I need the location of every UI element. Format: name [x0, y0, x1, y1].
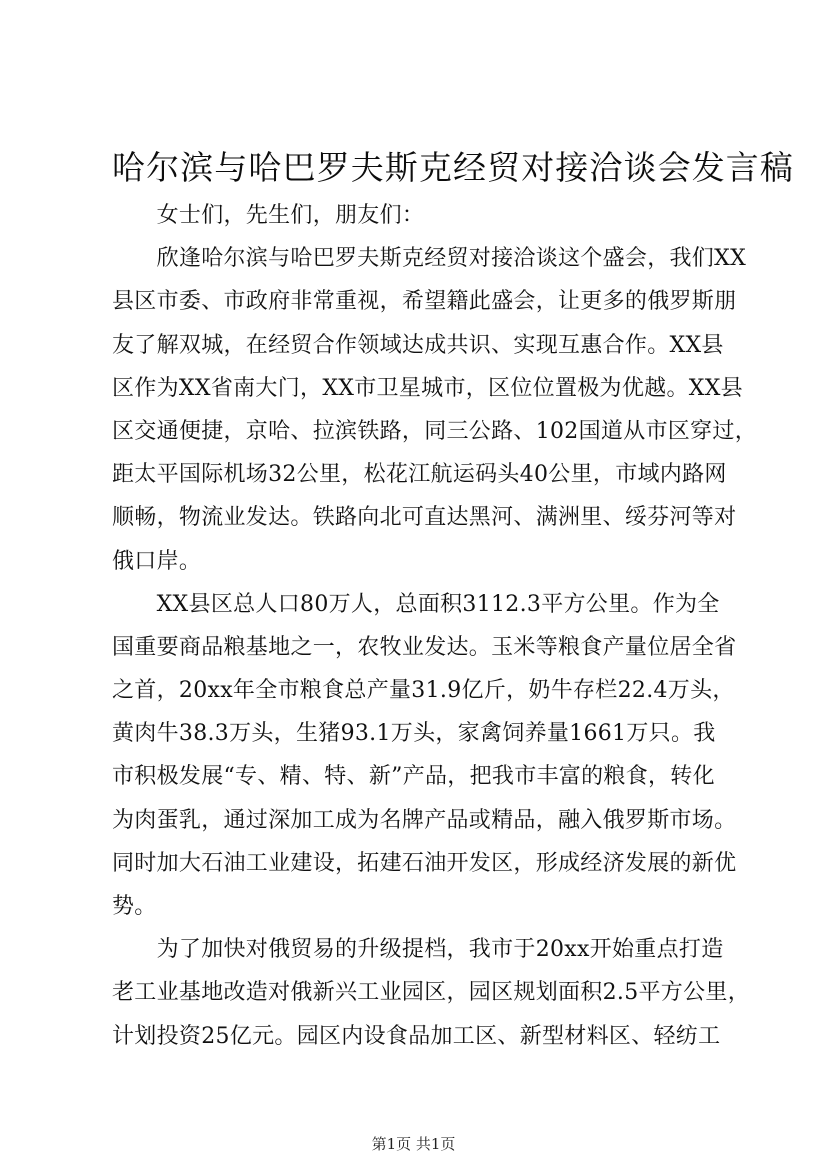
body-line: 为了加快对俄贸易的升级提档，我市于20xx开始重点打造: [112, 937, 724, 963]
body-line: 区作为XX省南大门，XX市卫星城市，区位位置极为优越。XX县: [112, 375, 743, 401]
body-line: 女士们，先生们，朋友们：: [112, 203, 425, 228]
body-line: 市积极发展“专、精、特、新”产品，把我市丰富的粮食，转化: [112, 764, 715, 790]
body-line: 同时加大石油工业建设，拓建石油开发区，形成经济发展的新优: [112, 850, 737, 876]
body-line: 之首，20xx年全市粮食总产量31.9亿斤，奶牛存栏22.4万头，: [112, 678, 735, 704]
body-line: 距太平国际机场32公里，松花江航运码头40公里，市域内路网: [112, 462, 727, 488]
body-line: XX县区总人口80万人，总面积3112.3平方公里。作为全: [112, 591, 720, 617]
body-line: 计划投资25亿元。园区内设食品加工区、新型材料区、轻纺工: [112, 1023, 721, 1049]
document-body: [112, 194, 757, 1058]
body-line: 老工业基地改造对俄新兴工业园区，园区规划面积2.5平方公里，: [112, 980, 750, 1006]
body-line: 黄肉牛38.3万头，生猪93.1万头，家禽饲养量1661万只。我: [112, 721, 716, 747]
body-line: 友了解双城，在经贸合作领域达成共识、实现互惠合作。XX县: [112, 332, 724, 358]
body-line: 县区市委、市政府非常重视，希望籍此盛会，让更多的俄罗斯朋: [112, 289, 737, 315]
body-line: 顺畅，物流业发达。铁路向北可直达黑河、满洲里、绥芬河等对: [112, 505, 737, 531]
body-line: 为肉蛋乳，通过深加工成为名牌产品或精品，融入俄罗斯市场。: [112, 807, 737, 833]
body-line: 势。: [112, 894, 157, 919]
body-line: 国重要商品粮基地之一，农牧业发达。玉米等粮食产量位居全省: [112, 634, 737, 660]
body-line: 区交通便捷，京哈、拉滨铁路，同三公路、102国道从市区穿过，: [112, 418, 757, 444]
page-footer: 第1页 共1页: [371, 1135, 456, 1153]
body-line: 欣逢哈尔滨与哈巴罗夫斯克经贸对接洽谈这个盛会，我们XX: [112, 246, 747, 272]
document-title: 哈尔滨与哈巴罗夫斯克经贸对接洽谈会发言稿: [112, 148, 794, 187]
body-line: 俄口岸。: [112, 548, 202, 574]
